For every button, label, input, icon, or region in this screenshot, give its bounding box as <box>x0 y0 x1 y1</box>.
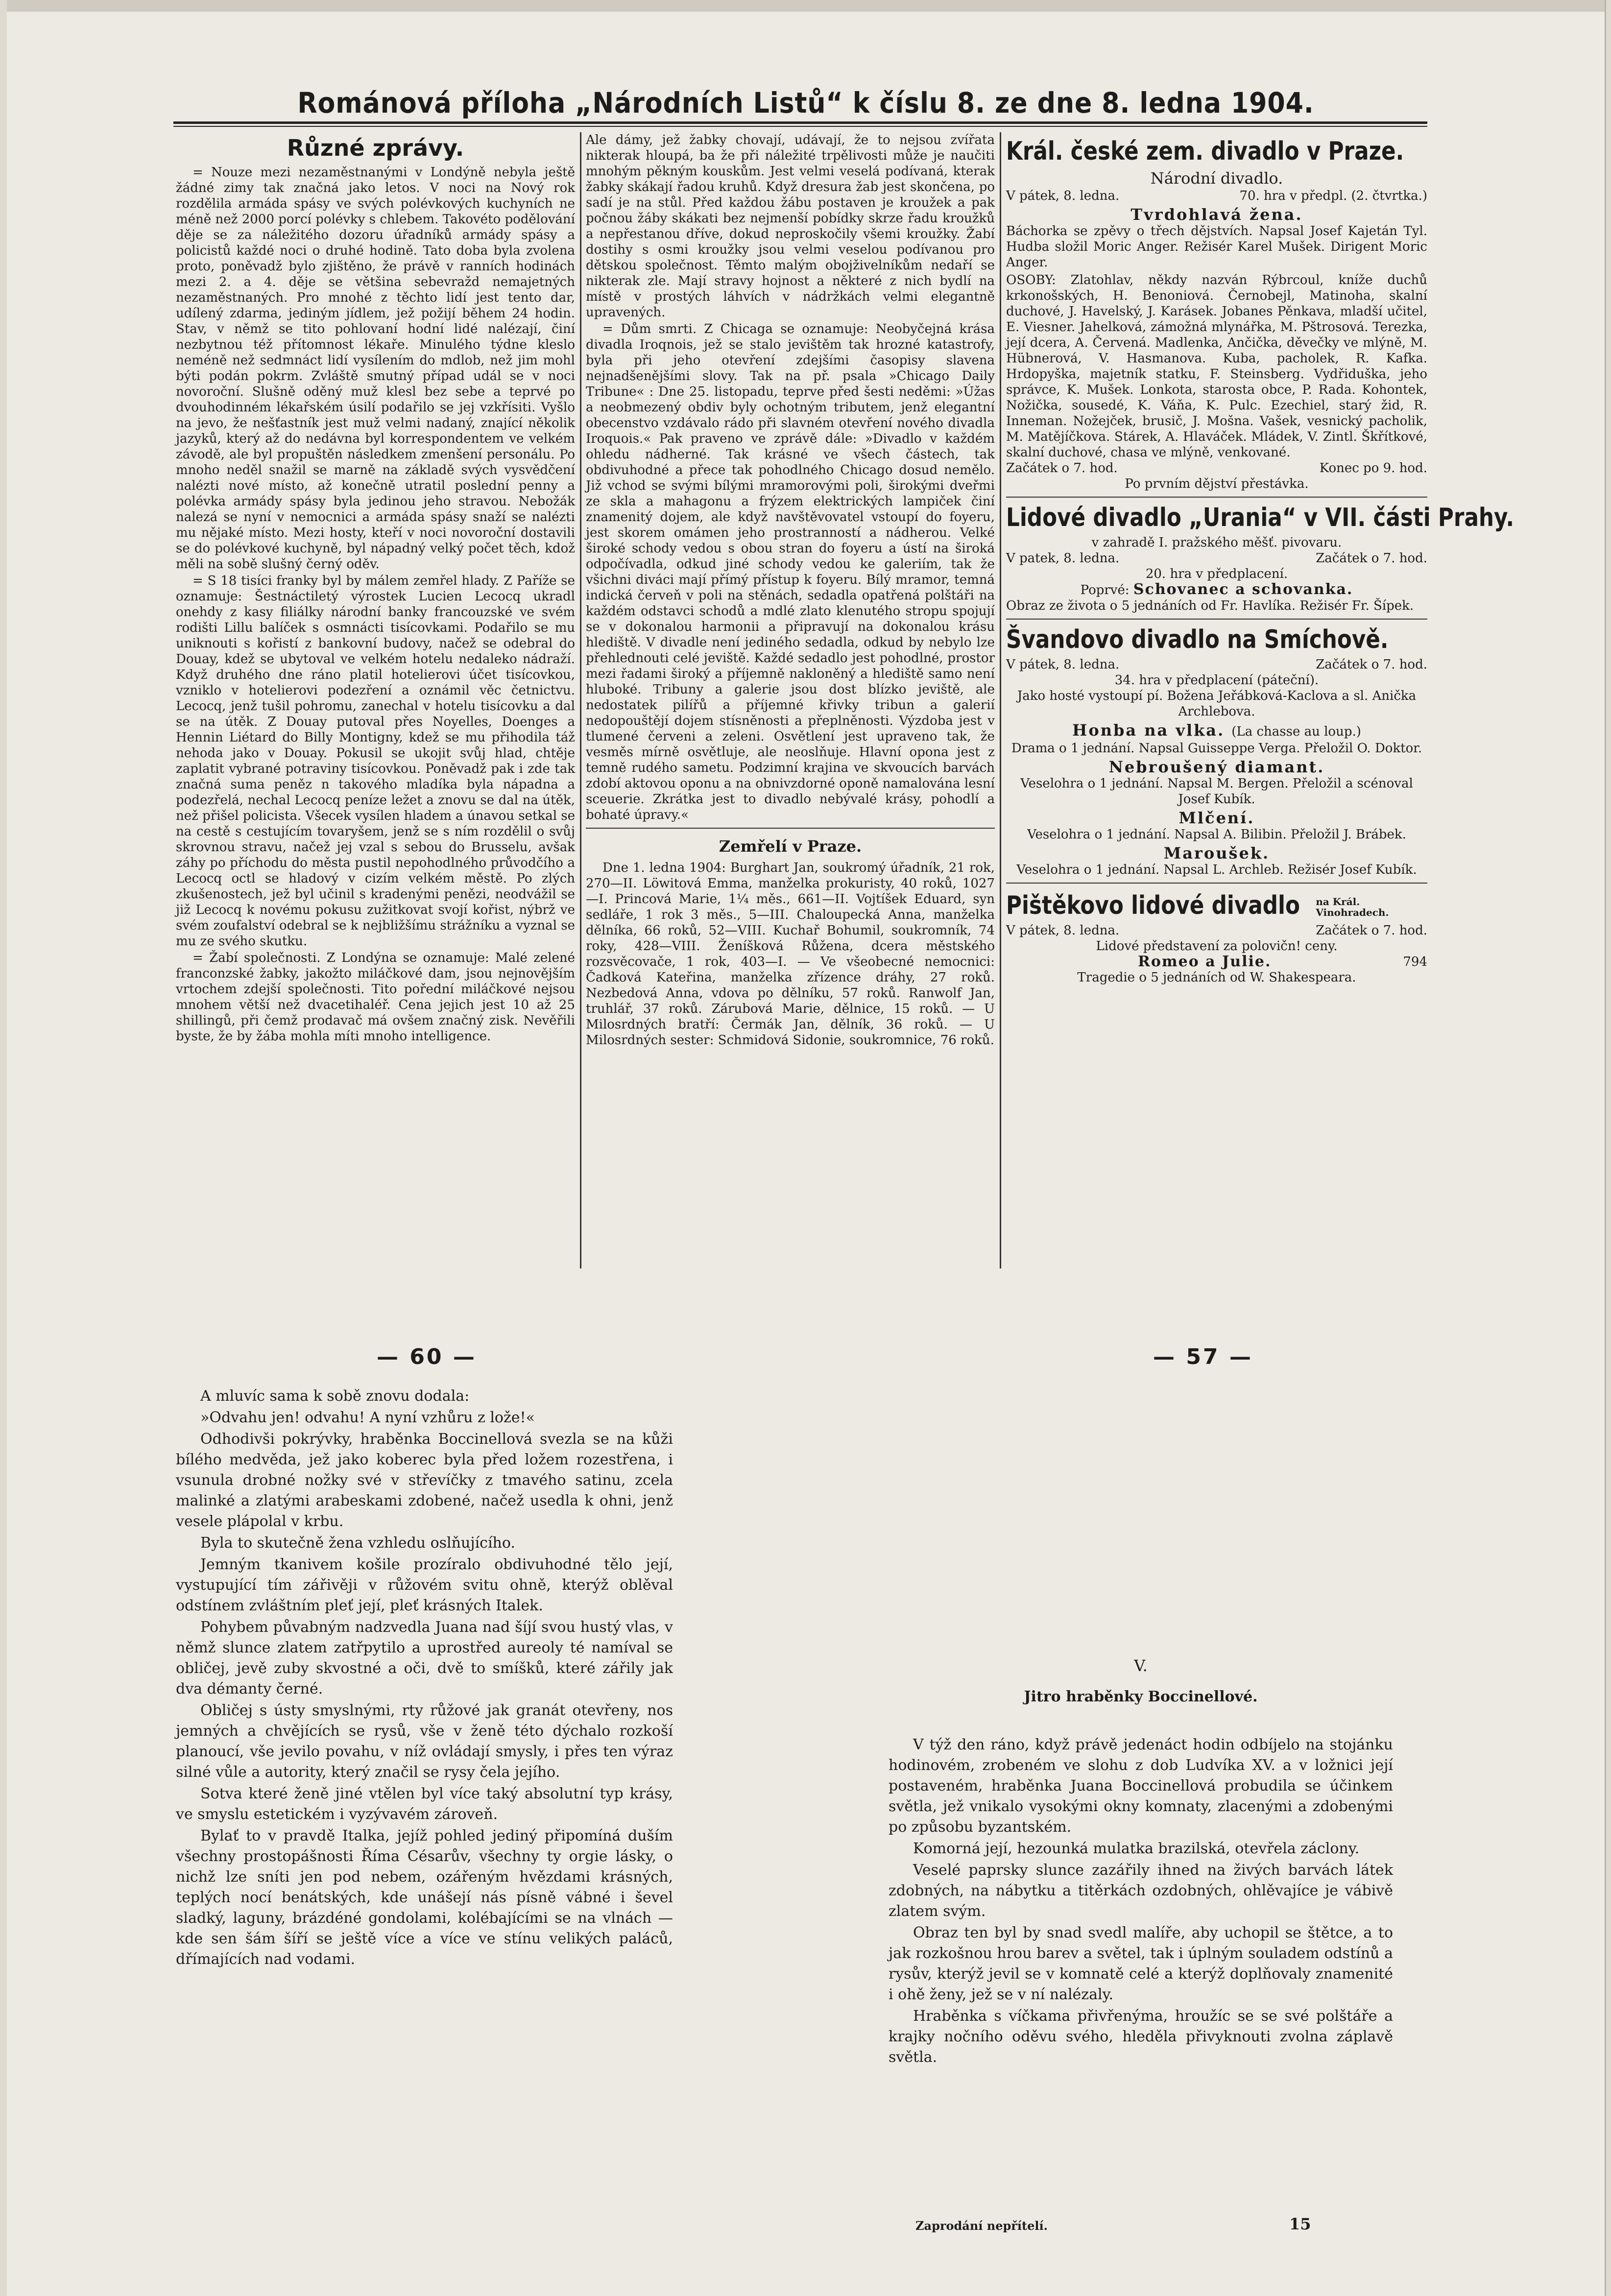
newspaper-page <box>7 0 1606 2296</box>
svandovo-theatre-title: Švandovo divadlo na Smíchově. <box>1006 625 1389 654</box>
news-column-1 <box>176 132 575 1278</box>
chapter-number: V. <box>1134 1656 1148 1675</box>
novel-paragraph: »Odvahu jen! odvahu! A nyní vzhůru z lože!« <box>200 1409 535 1426</box>
urania-theatre-title: Lidové divadlo „Urania“ v VII. části Prahy. <box>1006 503 1515 532</box>
national-theatre-subtitle: Národní divadlo. <box>1150 169 1283 188</box>
national-play-cast: OSOBY: Zlatohlav, někdy nazván Rýbrcoul, kníže duchů krkonošských, H. Benoniová. Černobejl, Matinoha, skalní duchové, J. Havelský, J. Karásek. Jobanes Pěnkava, mladší učitel, E. Viesner. Jahelková, zámožná mlynářka, M. Pštrosová. Terezka, její dcera, A. Červená. Madlenka, Ančička, děvečky ve mlýně, M. Hübnerová, V. Hasmanova. Kuba, pacholek, R. Kafka. Hrdopyška, majetník statku, F. Steinsberg. Vydřiduška, jeho správce, K. Mušek. Lonkota, starosta obce, P. Rada. Kohontek, Nožička, sousedé, K. Váňa, K. Pulc. Ezechiel, starý žid, R. Inneman. Nožejček, brusič, J. Mošna. Vašek, vesnický pacholik, M. Matějíčkova. Stárek, A. Hlaváček. Mládek, V. Zintl. Škřítkové, skalní duchové, chasa ve mlýně, venkované. <box>1006 273 1427 460</box>
national-theatre-title: Král. české zem. divadlo v Praze. <box>1006 137 1404 166</box>
signature-number: 15 <box>1289 2215 1311 2233</box>
pistekovo-play-line <box>1006 954 1427 970</box>
national-date: V pátek, 8. ledna. <box>1006 189 1120 203</box>
novel-paragraph: V týž den ráno, když právě jedenáct hodin odbíjelo na stojánku hodinovém, zrobeném ve slohu z dob Ludvíka XV. a v ložnici její postaveném, hraběnka Juana Boccinellová probudila se účinkem světla, jež vnikalo vysokými okny komnaty, zlacenými a zdobenými po způsobu byzantském. <box>889 1736 1393 1836</box>
national-play-title: Tvrdohlavá žena. <box>1130 205 1303 224</box>
column-divider <box>1000 132 1001 1268</box>
svandovo-date: V pátek, 8. ledna. <box>1006 657 1120 672</box>
chapter-title: Jitro hraběnky Boccinellové. <box>1024 1688 1258 1705</box>
novel-footer: Zaprodání nepřítelí. <box>915 2219 1048 2233</box>
svandovo-play-title: Maroušek. <box>1163 844 1270 862</box>
scan-border <box>7 0 1605 12</box>
novel-paragraph: Sotva které ženě jiné vtělen byl více taký absolutní typ krásy, ve smyslu estetickém i vyzývavém zároveň. <box>176 1785 673 1823</box>
national-play-description: Báchorka se zpěvy o třech dějstvích. Napsal Josef Kajetán Tyl. Hudba složil Moric Anger. Režisér Karel Mušek. Dirigent Moric Anger. <box>1006 224 1427 270</box>
section-divider <box>1006 497 1427 498</box>
national-pause: Po prvním dějství přestávka. <box>1125 477 1309 491</box>
svandovo-subscription: 34. hra v předplacení (páteční). <box>1114 673 1319 688</box>
national-start: Začátek o 7. hod. <box>1006 461 1118 476</box>
svandovo-play-description: Veselohra o 1 jednání. Napsal A. Bilibin. Přeložil J. Brábek. <box>1027 827 1406 842</box>
national-times <box>1006 460 1427 476</box>
novel-paragraph: Obličej s ústy smyslnými, rty růžové jak granát otevřeny, nos jemných a chvějících se rysů, vše v ženě této dýchalo rozkoší planoucí, vše jevilo povahu, v níž ovládají smysly, i přes ten výraz silné vůle a autority, který značil se rysy čela jejího. <box>176 1702 673 1781</box>
urania-info <box>1006 550 1427 566</box>
column-divider <box>580 132 581 1268</box>
national-theatre-info <box>1006 188 1427 204</box>
play-note: (La chasse au loup.) <box>1231 724 1361 739</box>
urania-play-title: Schovanec a schovanka. <box>1133 581 1353 598</box>
pistekovo-theatre-title: Pištěkovo lidové divadlo <box>1006 891 1300 920</box>
news-column-2 <box>586 132 995 1278</box>
urania-start: Začátek o 7. hod. <box>1316 551 1427 566</box>
masthead-rule <box>173 121 1427 124</box>
pistekovo-header <box>1006 888 1427 923</box>
play-title: Honba na vlka. <box>1072 721 1225 740</box>
masthead: Románová příloha „Národních Listů“ k číslu 8. ze dne 8. ledna 1904. <box>297 86 1314 120</box>
svandovo-start: Začátek o 7. hod. <box>1316 657 1427 672</box>
novel-paragraph: Veselé paprsky slunce zazářily ihned na živých barvách látek zdobných, na nábytku a titěrkách ozdobných, ohlěvajíce je vábivě zlatem svým. <box>889 1862 1393 1920</box>
svandovo-guests: Jako hosté vystoupí pí. Božena Jeřábková-Kaclova a sl. Anička Archlebova. <box>1017 689 1417 719</box>
theatre-column <box>1006 132 1515 1278</box>
pistekovo-play-title: Romeo a Julie. <box>1137 953 1272 970</box>
pistekovo-info <box>1006 923 1427 938</box>
section-divider <box>1006 619 1427 620</box>
deaths-text: Dne 1. ledna 1904: Burghart Jan, soukromý úřadník, 21 rok, 270—II. Löwitová Emma, manželka prokuristy, 40 roků, 1027—I. Princová Marie, 1¼ měs., 661—II. Vojtíšek Eduard, syn sedláře, 1 rok 3 měs., 5—III. Chaloupecká Anna, manželka dělníka, 66 roků, 52—VIII. Kuchař Bohumil, soukromník, 74 roky, 428—VIII. Ženíšková Růžena, dcera městského rozsvěcovače, 1 rok, 403—I. — Ve všeobecné nemocnici: Čadková Kateřina, manželka zřízence dráhy, 27 roků. Nezbedová Anna, vdova po dělníku, 57 roků. Ranwolf Jan, truhlář, 37 roků. Zárubová Marie, dělnice, 15 roků. — U Milosrdných bratří: Čermák Jan, dělník, 36 roků. — U Milosrdných sester: Schmidová Sidonie, soukromnice, 76 roků. <box>586 861 995 1048</box>
novel-left-page <box>176 1386 673 2209</box>
svandovo-play-title: Mlčení. <box>1178 809 1255 827</box>
novel-paragraph: Hraběnka s víčkama přivřenýma, hroužíc se se své polštáře a krajky nočního oděvu svého, hleděla přivyknouti zvolna záplavě světla. <box>889 2008 1393 2066</box>
pistekovo-location: na Král. Vinohradech. <box>1316 896 1389 918</box>
novel-paragraph: A mluvíc sama k sobě znovu dodala: <box>200 1387 470 1405</box>
news-paragraph: = S 18 tisíci franky byl by málem zemřel hlady. Z Paříže se oznamuje: Šestnáctiletý výrostek Lucien Lecocq ukradl onehdy z kasy filiálky národní banky francouzské ve svém rodišti Lillu balíček s osmnácti tisícovkami. Podařilo se mu uniknouti s kořistí z bankovní budovy, načež se odebral do Douay, kdež se ubytoval ve velkém hotelu nedaleko nádraží. Když druhého dne ráno platil hotelierovi účet tisícovkou, vzniklo v hotelierovi podezření a oznámil věc četnictvu. Lecocq, jenž tušil pohromu, zanechal v hotelu tisícovku a dal se na útěk. Z Douay putoval přes Noyelles, Doenges a Hennin Liétard do Billy Montigny, kdež se mu přihodila táž nehoda jako v Douay. Pokusil se ukojit svůj hlad, chtěje zaplatit vybrané potraviny tisícovkou. Poněvadž pak i zde tak značná suma peněz n takového mladíka byla nápadna a podezřelá, nechal Lecocq peníze ležet a znovu se dal na útěk, než přišel policista. Všecek vysílen hladem a únavou setkal se na cestě s cestujícím tovaryšem, jenž se s ním rozdělil o svůj skrovnou stravu, načež jej vzal s sebou do Brusselu, avšak záhy po příchodu do města pustil nepohodlného průvodčího a Lecocq octl se hladový v cizím velkém městě. Po zlých zkušenostech, jež byl učinil s kradenými penězi, neodvážil se již Lecocq k novému pokusu zužitkovat svojí kořist, nýbrž ve svém zoufalství odebral se k nejbližšímu strážníku a vyznal se mu ze svého skutku. <box>176 574 576 949</box>
masthead-rule-thin <box>173 126 1427 127</box>
novel-paragraph: Odhodivši pokrývky, hraběnka Boccinellová svezla se na kůži bílého medvěda, jež jako koberec byla před ložem rozestřena, i vsunula drobné nožky své v střevíčky z tmavého satinu, zcela malinké a zlatými arabeskami zdobené, načež usedla k ohni, jenž vesele plápolal v krbu. <box>176 1431 673 1530</box>
left-page-number: — 60 — <box>377 1344 477 1369</box>
news-paragraph: = Žabí společnosti. Z Londýna se oznamuje: Malé zelené franconzské žabky, jakožto miláčkové dam, jsou nejnovějším vrtochem zdejší společnosti. Tito pořední miláčkové nejsou mnohem větší než dvacetihaléř. Cena jejich jest 10 až 25 shillingů, při čemž prodavač má ovšem značný zisk. Nevěřili byste, že by žába mohla míti mnoho intelligence. <box>176 951 575 1044</box>
section-divider <box>586 828 995 829</box>
urania-description: Obraz ze života o 5 jednáních od Fr. Havlíka. Režisér Fr. Šípek. <box>1006 598 1414 613</box>
svandovo-play-description: Drama o 1 jednání. Napsal Guisseppe Verga. Přeložil O. Doktor. <box>1011 741 1422 756</box>
national-end: Konec po 9. hod. <box>1319 461 1427 476</box>
novel-right-page <box>889 1655 1393 2194</box>
svandovo-play-description: Veselohra o 1 jednání. Napsal M. Bergen. Přeložil a scénoval Josef Kubík. <box>1020 776 1413 807</box>
news-paragraph: Ale dámy, jež žabky chovají, udávají, že to nejsou zvířata nikterak hloupá, ba že při náležité trpělivosti může je naučiti mnohým pěkným kouskům. Jest velmi veselá podívaná, kterak žabky skákají řadou kruhů. Když dresura žab jest skončena, po sadí je na stůl. Před každou žábu postaven je kroužek a pak počnou žáby skákati bez nejmenší pobídky skrze řadu kroužků a nepřestanou dříve, dokud neproskočily všemi kroužky. Žabí dostihy s osmi kroužky jsou velmi veselou podívanou pro dětskou společnost. Těmto malým obojživelníkům nedaří se nikterak zle. Mají stravy hojnost a některé z nich bydlí na místě v prostých láhvích v nádržkách velmi elegantně upravených. <box>586 133 995 320</box>
svandovo-info <box>1006 657 1427 672</box>
novel-paragraph: Bylať to v pravdě Italka, jejíž pohled jediný připomíná duším všechny prostopášnosti Říma Césarův, všechny ty orgie lásky, o nichž lze sníti jen pod nebem, ozářeným hvězdami krásných, teplých nocí benátských, kde unášejí nás písně vábné i ševel sladký, laguny, brázdéné gondolami, kolébajícími se na vlnách — kde sen šám šíří se ještě více a více ve stínu velikých paláců, dřímajících nad vodami. <box>176 1827 673 1968</box>
svandovo-play-description: Veselohra o 1 jednání. Napsal L. Archleb. Režisér Josef Kubík. <box>1016 862 1417 877</box>
urania-play-line <box>1006 582 1427 598</box>
novel-paragraph: Komorná její, hezounká mulatka brazilská, otevřela záclony. <box>913 1840 1360 1857</box>
news-paragraph: = Nouze mezi nezaměstnanými v Londýně nebyla ještě žádné zimy tak značná jako letos. V noci na Nový rok rozdělila armáda spásy ve svých polévkových kuchyních ne méně než 2000 porcí polévky s chlebem. Takovéto podělování děje se za náležitého dozoru úřadníků armády spásy a policistů každé noci o druhé hodině. Tato doba byla zvolena proto, poněvadž bylo zjištěno, že právě v ranních hodinách mezi 2. a 4. děje se většina sebevražd nemajetných nezaměstnaných. Pro mnohé z těchto lidí jest tento dar, udílený zdarma, jediným jídlem, jež požijí během 24 hodin. Stav, v němž se tito pohlovaní hodní lidé nalézají, činí nezbytnou též přítomnost lékaře. Minulého týdne kleslo neméně než sedmnáct lidí vysílením do mdlob, než jim mohl býti podán pokrm. Zvláště smutný případ udál se v noci novoroční. Slušně oděný muž klesl bez sebe a teprvé po dvouhodinném lékařském úsilí podařilo se jej vzkřísiti. Vyšlo na jevo, že nešťastník jest muž velmi nadaný, znající několik jazyků, který až do nedávna byl korrespondentem ve velkém závodě, ale byl propuštěn následkem zmenšení personálu. Po mnoho neděl snažil se marně na základě svých vysvědčení nalézti nové místo, až konečně utratil poslední penny a polévka armády spásy byla jedinou jeho stravou. Nebožák nalezá se nyní v nemocnici a armáda spásy snaží se nalézti mu nějaké místo. Mezi hosty, kteří v noci novoroční dostavili se do polévkové kuchyně, byl nápadný velký počet těch, kdož měli na sobě slušný černý oděv. <box>176 165 575 572</box>
deaths-title: Zemřelí v Praze. <box>719 837 862 856</box>
news-paragraph: = Dům smrti. Z Chicaga se oznamuje: Neobyčejná krása divadla Iroqnois, jež se stalo jevištěm tak hrozné katastrofy, byla při jeho otevření zdejšími časopisy slavena nejnadšenějšími slovy. Tak na př. psala »Chicago Daily Tribune« : Dne 25. listopadu, teprve před šesti neděmi: »Úžas a neobmezený obdiv byly ochotným tributem, jenž elegantní obecenstvo vzdávalo rádo při slavném otevření nového divadla Iroquois.« Pak praveno ve zprávě dále: »Divadlo v každém ohledu nádherné. Tak krásné ve všech částech, tak obdivuhodné a přece tak pohodlného Chicago dosud nemělo. Již vchod se svými bílými mramorovými poli, širokými dveřmi ze skla a mahagonu a frýzem elektrických lampiček činí znamenitý dojem, ale když navštěvovatel vstoupí do foyeru, jest skorem omámen jeho prostranností a nádherou. Velké široké schody vedou s obou stran do foyeru a ústí na široká odpočívadla, odkud jiné schody vedou ke galeriím, tak že všichni diváci mají přímý přístup k foyeru. Bílý mramor, temná indická červeň v poli na stěnách, sedadla opatřená polštáři na každém odstavci schodů a mdlé zlato klenutého stropu spojují se v dokonalou harmonii a připravují na dokonalou krásu hlediště. V divadle není jediného sedadla, odkud by nebylo lze přehlednouti celé jeviště. Každé sedadlo jest pohodlné, prostor mezi řadami široký a příjemně nakloněný a hlediště samo není hluboké. Tribuny a galerie jsou dost blízko jeviště, ale nedostatek pilířů a příjemné křivky tribun a galerií nedopouštějí dojem stísněnosti a přeplněnosti. Výzdoba jest v tlumené červeni a zeleni. Osvětlení jest upraveno tak, že vesměs mírně osvětluje, ale neoslňuje. Hlavní opona jest z temně rudého sametu. Podzimní krajina ve skvoucích barvách zdobí aktovou oponu a na obnivzdorné oponě namalována lesní sceuerie. Zkrátka jest to divadlo nebývalé krásy, pohodlí a bohaté úpravy.« <box>586 322 995 822</box>
pistekovo-date: V pátek, 8. ledna. <box>1006 923 1120 938</box>
urania-date: V patek, 8. ledna. <box>1006 551 1120 566</box>
right-page-number: — 57 — <box>1153 1344 1253 1369</box>
urania-first-label: Poprvé: <box>1080 583 1130 598</box>
urania-subtitle: v zahradě I. pražského měšť. pivovaru. <box>1091 535 1342 550</box>
pistekovo-start: Začátek o 7. hod. <box>1316 923 1427 938</box>
pistekovo-prices: Lidové představení za polovičn! ceny. <box>1096 939 1338 954</box>
novel-paragraph: Pohybem půvabným nadzvedla Juana nad šíjí svou hustý vlas, v němž slunce zlatem zatřpytilo a uprostřed aureoly té namíval se obličej, jevě zuby skvostné a oči, dvě to smíšků, které zářily jak dva démanty černé. <box>176 1619 673 1698</box>
pistekovo-code: 794 <box>1403 955 1427 969</box>
novel-paragraph: Obraz ten byl by snad svedl malíře, aby uchopil se štětce, a to jak rozkošnou hrou barev a světel, tak i úplným souladem odstínů a rysův, kterýž jevil se v komnatě celé a kterýž doplňovaly znamenité i ohě ženy, jež se v ní nalézaly. <box>889 1924 1393 2003</box>
national-subscription: 70. hra v předpl. (2. čtvrtka.) <box>1239 189 1427 203</box>
section-divider <box>1006 883 1427 884</box>
urania-subscription: 20. hra v předplacení. <box>1145 567 1288 581</box>
novel-paragraph: Byla to skutečně žena vzhledu oslňujícího. <box>200 1534 515 1552</box>
news-title: Různé zprávy. <box>287 135 464 161</box>
pistekovo-author: Tragedie o 5 jednáních od W. Shakespeara. <box>1077 970 1356 985</box>
novel-paragraph: Jemným tkanivem košile prozíralo obdivuhodné tělo její, vystupující tím zářivěji v růžovém svitu ohně, kterýž oblěval odstínem zvláštním pleť její, pleť krásných Italek. <box>176 1556 673 1614</box>
svandovo-play-title <box>1006 722 1427 740</box>
svandovo-play-title: Nebroušený diamant. <box>1108 758 1325 776</box>
